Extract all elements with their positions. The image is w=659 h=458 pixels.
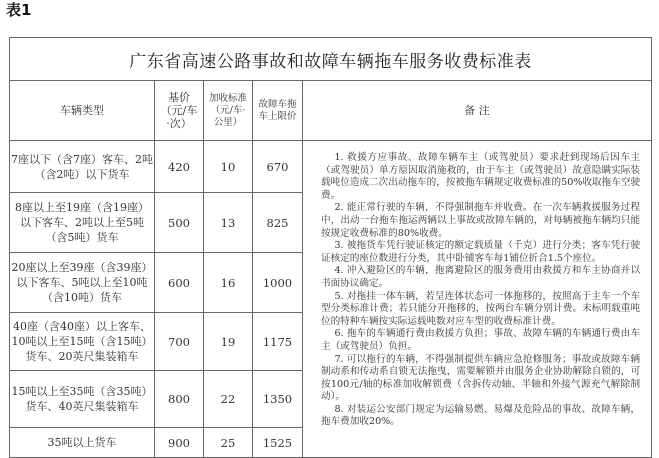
base-price-cell: 900 [155, 428, 204, 458]
header-surcharge: 加收标准（元/车·公里） [204, 81, 253, 141]
note-item: 4. 冲入避险区的车辆，拖离避险区的服务费用由救援方和车主协商并以书面协议确定。 [321, 265, 641, 289]
header-notes: 备 注 [303, 81, 652, 141]
fee-table [9, 37, 652, 458]
base-price-cell: 700 [155, 313, 204, 371]
note-item: 7. 可以拖行的车辆，不得强制提供车辆应急抢修服务；事故或故障车辆制动系和传动系自锁无法拖曳，需要解锁并由服务企业协助解除自锁的，可按100元/轴的标准加收解锁费（含拆传动轴、半轴和外接气源充气解除制动）。 [321, 353, 641, 403]
surcharge-cell: 13 [204, 193, 253, 253]
base-price-cell: 500 [155, 193, 204, 253]
note-item: 8. 对装运公安部门规定为运输易燃、易爆及危险品的事故、故障车辆，拖车费加收20%。 [321, 403, 641, 428]
header-base-price: 基价（元/车·次） [155, 81, 204, 141]
vehicle-type-cell: 15吨以上至35吨（含35吨）货车、40英尺集装箱车 [10, 371, 155, 428]
table-label: 表1 [6, 1, 32, 19]
surcharge-cell: 22 [204, 371, 253, 428]
notes-cell [303, 141, 652, 458]
vehicle-type-cell: 40座（含40座）以上客车、10吨以上至15吨（含15吨）货车、20英尺集装箱车 [10, 313, 155, 371]
note-item: 2. 能正常行驶的车辆，不得强制拖车并收费。在一次车辆救援服务过程中，出动一台拖车拖运两辆以上事故或故障车辆的，对每辆被拖车辆均只能按规定收费标准的80%收费。 [321, 202, 641, 239]
base-price-cell: 800 [155, 371, 204, 428]
base-price-cell: 420 [155, 141, 204, 193]
cap-price-cell: 1000 [253, 253, 303, 313]
surcharge-cell: 10 [204, 141, 253, 193]
cap-price-cell: 670 [253, 141, 303, 193]
cap-price-cell: 1175 [253, 313, 303, 371]
cap-price-cell: 1525 [253, 428, 303, 458]
surcharge-cell: 25 [204, 428, 253, 458]
header-cap-price: 故障车拖车上限价 [253, 81, 303, 141]
surcharge-cell: 16 [204, 253, 253, 313]
note-item: 5. 对拖挂一体车辆，若呈连体状态可一体拖移的，按照高于主车一个车型分类标准计费；若只能分开拖移的，按两台车辆分别计费。未标明载重吨位的特种车辆按实际运载吨数对应车型的收费标准计费。 [321, 290, 641, 327]
surcharge-cell: 19 [204, 313, 253, 371]
table-title: 广东省高速公路事故和故障车辆拖车服务收费标准表 [10, 38, 652, 81]
note-item: 3. 被拖货车凭行驶证核定的额定载质量（千克）进行分类；客车凭行驶证核定的座位数进行分类，其中卧铺客车每1铺位折合1.5个座位。 [321, 240, 641, 264]
note-item: 6. 拖车的车辆通行费由救援方负担；事故、故障车辆的车辆通行费由车主（或驾驶员）负担。 [321, 328, 641, 352]
cap-price-cell: 1350 [253, 371, 303, 428]
vehicle-type-cell: 20座以上至39座（含39座）以下客车、5吨以上至10吨（含10吨）货车 [10, 253, 155, 313]
title-row [10, 38, 652, 81]
vehicle-type-cell: 7座以下（含7座）客车、2吨（含2吨）以下货车 [10, 141, 155, 193]
header-vehicle-type: 车辆类型 [10, 81, 155, 141]
header-row [10, 81, 652, 141]
table-row [10, 141, 652, 193]
note-item: 1. 救援方应事故、故障车辆车主（或驾驶员）要求赶到现场后因车主（或驾驶员）单方原因取消施救的，由于车主（或驾驶员）故意隐瞒实际装载吨位造成二次出动拖车的，按被拖车辆规定收费标准的50%收取拖车空驶费。 [321, 152, 641, 201]
vehicle-type-cell: 8座以上至19座（含19座）以下客车、2吨以上至5吨（含5吨）货车 [10, 193, 155, 253]
vehicle-type-cell: 35吨以上货车 [10, 428, 155, 458]
base-price-cell: 600 [155, 253, 204, 313]
notes-list [311, 146, 646, 429]
cap-price-cell: 825 [253, 193, 303, 253]
